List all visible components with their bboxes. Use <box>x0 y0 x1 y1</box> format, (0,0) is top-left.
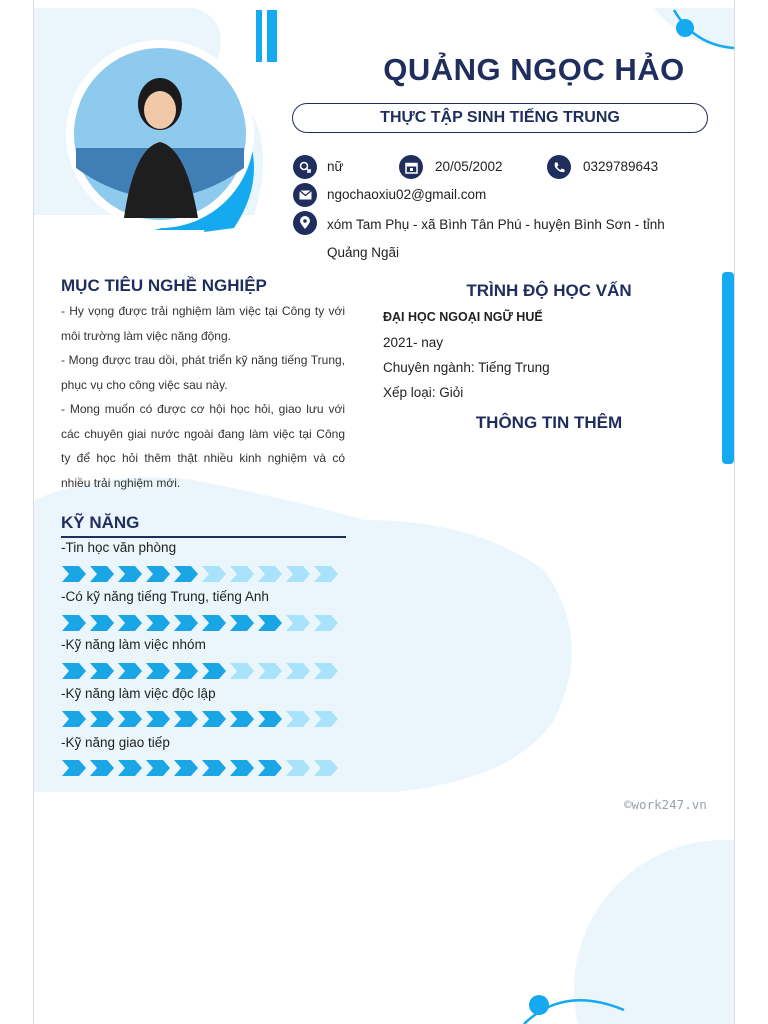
gender-value: nữ <box>327 159 344 174</box>
skill-chevron-empty <box>314 615 338 631</box>
skill-chevron-filled <box>62 663 86 679</box>
birthdate-value: 20/05/2002 <box>435 159 503 174</box>
skills-underline <box>61 536 346 538</box>
location-pin-icon <box>293 211 317 235</box>
watermark: ©work247.vn <box>624 797 707 812</box>
skill-chevron-empty <box>202 566 226 582</box>
skill-chevron-filled <box>202 615 226 631</box>
skill-chevron-empty <box>286 760 310 776</box>
skill-level-bar <box>62 663 352 679</box>
skill-chevron-filled <box>118 711 142 727</box>
objective-line: - Hy vọng được trải nghiệm làm việc tại Công ty với môi trường làm việc năng động. <box>61 304 345 343</box>
skill-chevron-filled <box>118 566 142 582</box>
skill-chevron-filled <box>258 615 282 631</box>
skill-chevron-filled <box>258 760 282 776</box>
skill-chevron-filled <box>146 711 170 727</box>
skill-chevron-filled <box>90 663 114 679</box>
skill-chevron-filled <box>146 566 170 582</box>
skill-chevron-empty <box>314 711 338 727</box>
skill-chevron-filled <box>146 760 170 776</box>
cv-page <box>33 0 735 1024</box>
skill-chevron-empty <box>314 663 338 679</box>
skill-label: -Tin học văn phòng <box>61 540 177 555</box>
avatar <box>64 38 284 238</box>
skill-chevron-filled <box>90 615 114 631</box>
skill-chevron-empty <box>314 566 338 582</box>
skill-label: -Kỹ năng làm việc nhóm <box>61 637 206 652</box>
skill-chevron-filled <box>118 760 142 776</box>
skills-heading: KỸ NĂNG <box>61 513 140 532</box>
address-value: xóm Tam Phụ - xã Bình Tân Phú - huyện Bình Sơn - tỉnh Quảng Ngãi <box>327 217 665 260</box>
skill-chevron-filled <box>174 663 198 679</box>
major: Chuyên ngành: Tiếng Trung <box>383 360 550 375</box>
skill-chevron-empty <box>286 615 310 631</box>
skill-chevron-empty <box>314 760 338 776</box>
skill-chevron-filled <box>174 760 198 776</box>
skill-chevron-filled <box>118 663 142 679</box>
skill-chevron-filled <box>62 711 86 727</box>
skill-chevron-filled <box>62 760 86 776</box>
skill-chevron-filled <box>202 760 226 776</box>
skill-chevron-filled <box>202 711 226 727</box>
skill-label: -Có kỹ năng tiếng Trung, tiếng Anh <box>61 589 269 604</box>
objective-line: - Mong muốn có được cơ hội học hỏi, giao lưu với các chuyên giai nước ngoài đang làm việc tại Công ty để học hỏi thêm thật nhiều kinh nghiệm và có nhiều trải nghiệm mới. <box>61 402 345 490</box>
skill-chevron-filled <box>258 711 282 727</box>
phone-icon <box>547 155 571 179</box>
education-block <box>383 305 550 405</box>
job-title-box <box>292 103 708 133</box>
objective-line: - Mong được trau dồi, phát triển kỹ năng tiếng Trung, phục vụ cho công việc sau này. <box>61 353 345 392</box>
skill-chevron-filled <box>90 760 114 776</box>
skill-chevron-empty <box>258 663 282 679</box>
skill-label: -Kỹ năng giao tiếp <box>61 735 170 750</box>
skill-chevron-empty <box>286 663 310 679</box>
school-name: ĐẠI HỌC NGOẠI NGỮ HUẾ <box>383 310 543 324</box>
skill-chevron-filled <box>118 615 142 631</box>
skill-chevron-filled <box>202 663 226 679</box>
skill-level-bar <box>62 566 352 582</box>
skill-chevron-empty <box>230 566 254 582</box>
skill-chevron-filled <box>230 711 254 727</box>
skill-level-bar <box>62 711 352 727</box>
skill-level-bar <box>62 760 352 776</box>
education-heading: TRÌNH ĐỘ HỌC VẤN <box>466 281 632 300</box>
skill-chevron-empty <box>230 663 254 679</box>
skill-chevron-filled <box>230 760 254 776</box>
email-icon <box>293 183 317 207</box>
skill-level-bar <box>62 615 352 631</box>
skill-chevron-empty <box>286 711 310 727</box>
skill-chevron-filled <box>90 711 114 727</box>
skill-chevron-filled <box>174 566 198 582</box>
skill-chevron-filled <box>90 566 114 582</box>
calendar-icon <box>399 155 423 179</box>
skill-chevron-filled <box>62 566 86 582</box>
objective-heading: MỤC TIÊU NGHỀ NGHIỆP <box>61 276 267 295</box>
gender-icon <box>293 155 317 179</box>
skill-label: -Kỹ năng làm việc độc lập <box>61 686 216 701</box>
skill-chevron-filled <box>146 663 170 679</box>
skill-chevron-filled <box>230 615 254 631</box>
job-title: THỰC TẬP SINH TIẾNG TRUNG <box>380 109 620 126</box>
skill-chevron-filled <box>62 615 86 631</box>
skill-chevron-filled <box>174 615 198 631</box>
email-value[interactable]: ngochaoxiu02@gmail.com <box>327 187 487 202</box>
objective-text <box>61 299 345 495</box>
skill-chevron-filled <box>146 615 170 631</box>
skill-chevron-empty <box>286 566 310 582</box>
grade: Xếp loại: Giỏi <box>383 385 464 400</box>
skill-chevron-filled <box>174 711 198 727</box>
skill-chevron-empty <box>258 566 282 582</box>
extra-info-heading: THÔNG TIN THÊM <box>475 413 623 432</box>
phone-value[interactable]: 0329789643 <box>583 159 659 174</box>
candidate-name: QUẢNG NGỌC HẢO <box>383 52 685 87</box>
study-period: 2021- nay <box>383 335 444 350</box>
